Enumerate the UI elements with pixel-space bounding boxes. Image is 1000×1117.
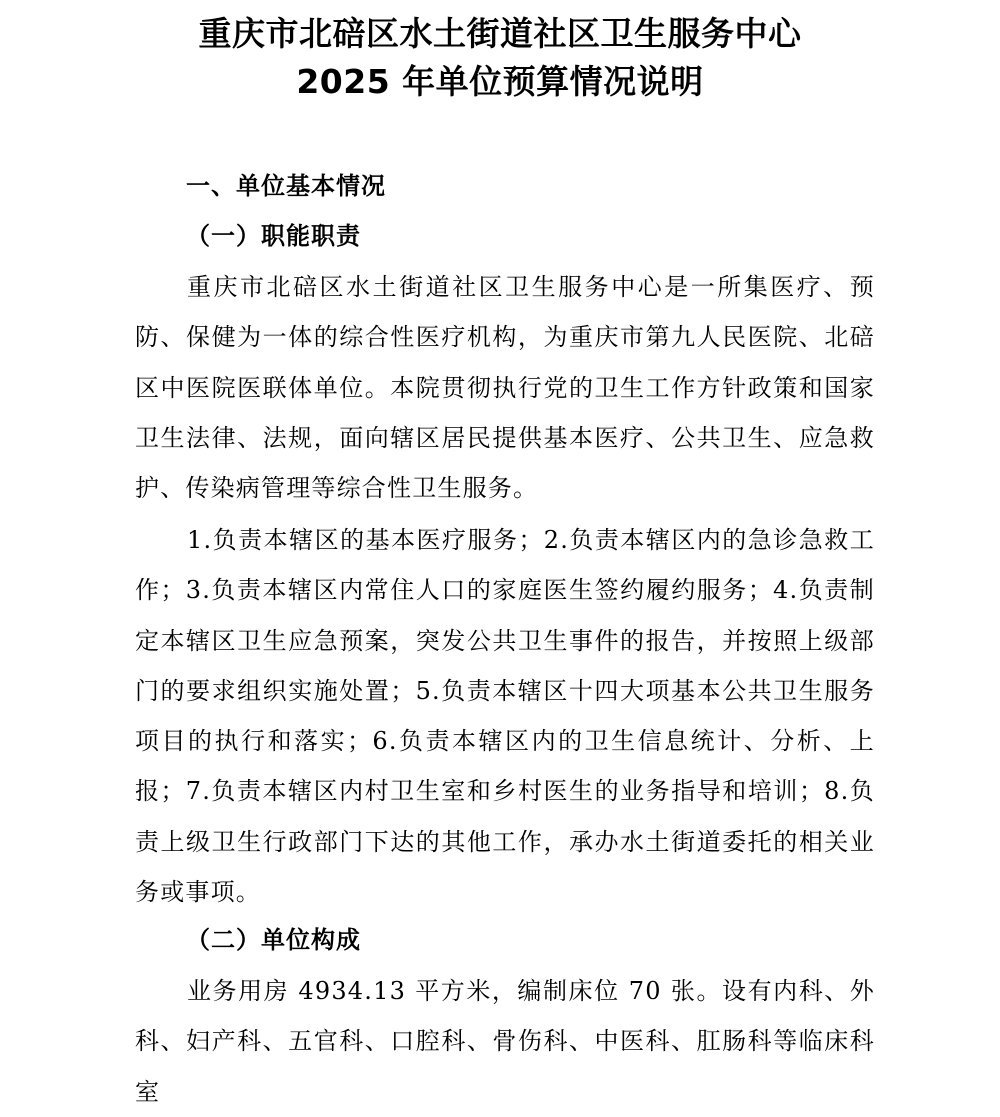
paragraph-duties: 1.负责本辖区的基本医疗服务；2.负责本辖区内的急诊急救工作；3.负责本辖区内常住人口的家庭医生签约履约服务；4.负责制定本辖区卫生应急预案，突发公共卫生事件的报告，并按照上级部门的要求组织实施处置；5.负责本辖区十四大项基本公共卫生服务项目的执行和落实；6.负责本辖区内的卫生信息统计、分析、上报；7.负责本辖区内村卫生室和乡村医生的业务指导和培训；8.负责上级卫生行政部门下达的其他工作，承办水土街道委托的相关业务或事项。 [135, 526, 875, 907]
subsection-heading-functions: （一）职能职责 [186, 222, 361, 250]
paragraph-overview: 重庆市北碚区水土街道社区卫生服务中心是一所集医疗、预防、保健为一体的综合性医疗机构，为重庆市第九人民医院、北碚区中医院医联体单位。本院贯彻执行党的卫生工作方针政策和国家卫生法律、法规，面向辖区居民提供基本医疗、公共卫生、应急救护、传染病管理等综合性卫生服务。 [135, 273, 875, 503]
document-title-line2: 2025 年单位预算情况说明 [296, 62, 704, 101]
subsection-heading-composition: （二）单位构成 [186, 926, 361, 954]
document-title-line1: 重庆市北碚区水土街道社区卫生服务中心 [198, 14, 802, 53]
section-heading-basic-info: 一、单位基本情况 [186, 172, 386, 200]
paragraph-composition: 业务用房 4934.13 平方米，编制床位 70 张。设有内科、外科、妇产科、五官科、口腔科、骨伤科、中医科、肛肠科等临床科室 [135, 977, 875, 1106]
